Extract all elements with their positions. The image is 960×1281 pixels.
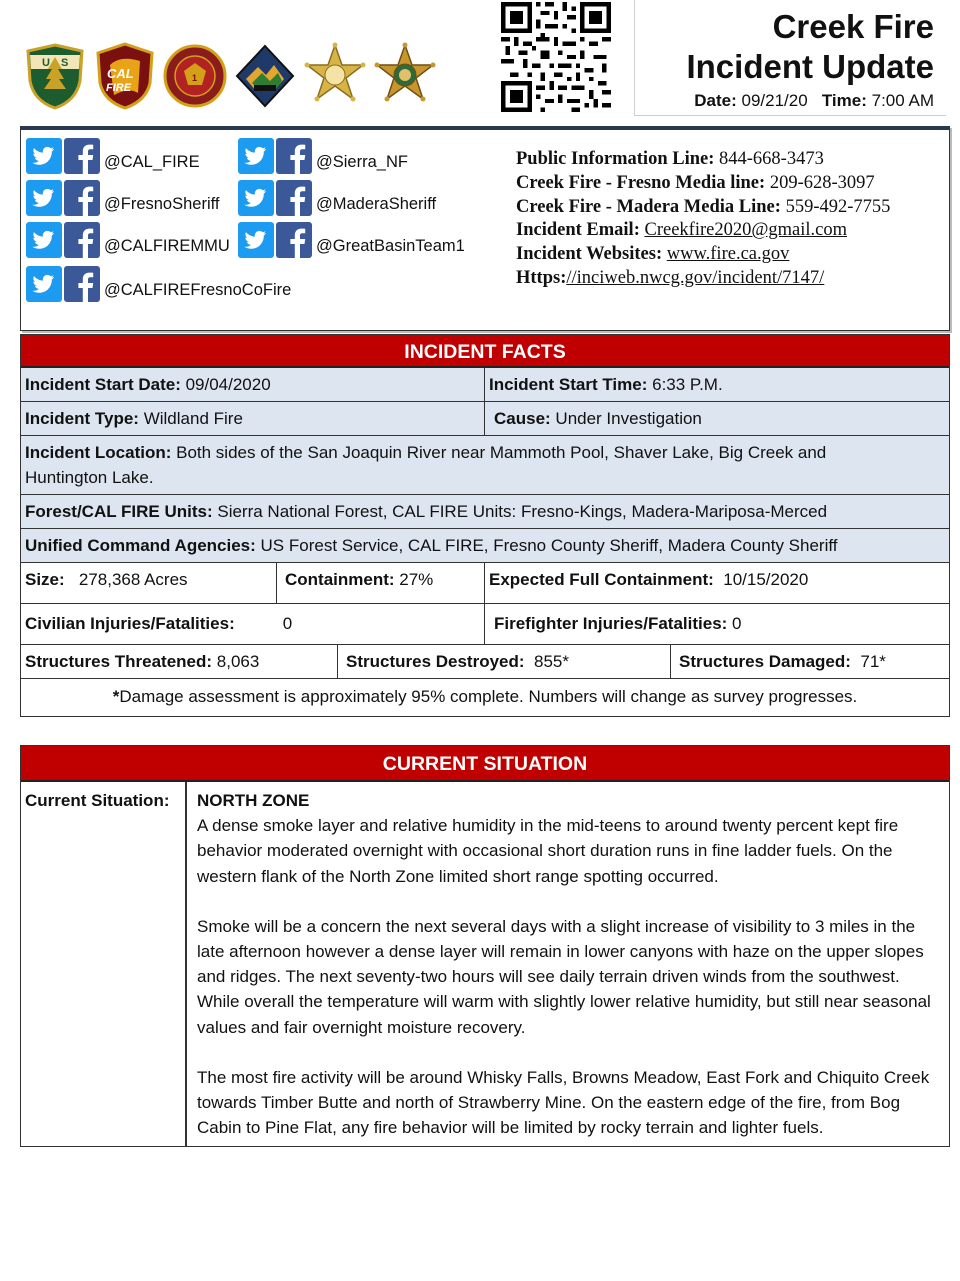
firefighter-injuries-value: 0 [727, 614, 742, 633]
incident-facts-table [20, 334, 950, 717]
table-row [21, 529, 949, 563]
table-row [21, 402, 949, 436]
start-date-label: Incident Start Date: [25, 375, 181, 394]
table-row [21, 679, 949, 716]
situation-paragraph: Smoke will be a concern the next several days with a slight increase of visibility to 3 miles in the late afternoon however a dense layer will remain in lower canyons with haze on the upper slopes and ridges. The next seventy-two hours will see daily terrain driven winds from the southwest. While overall the temperature will warm with slightly lower relative humidity, but still near seasonal values and fair overnight moisture recovery. [197, 916, 931, 1037]
structures-damaged-value: 71* [850, 652, 886, 671]
social-entry[interactable] [26, 138, 200, 174]
table-row [21, 495, 949, 529]
containment-cell [276, 563, 484, 603]
emergency-services-seal [162, 41, 228, 111]
zone-heading: NORTH ZONE [197, 791, 310, 810]
situation-row [21, 782, 949, 1146]
inciweb-link[interactable]: //inciweb.nwcg.gov/incident/7147/ [566, 267, 825, 288]
public-info-line [516, 148, 890, 172]
social-entry[interactable] [26, 266, 291, 302]
cal-fire-logo [92, 41, 158, 111]
situation-paragraph: The most fire activity will be around Whisky Falls, Browns Meadow, East Fork and Chiquito Creek towards Timber Butte and north of Strawberry Mine. On the eastern edge of the fire, from Bog Cabin to Pine Flat, any fire behavior will be limited by rocky terrain and lighter fuels. [197, 1067, 930, 1138]
containment-label: Containment: [285, 570, 395, 589]
agencies-value: US Forest Service, CAL FIRE, Fresno County Sheriff, Madera County Sheriff [255, 536, 838, 555]
damage-note [21, 679, 949, 716]
svg-text:U: U [42, 57, 50, 69]
social-handle[interactable]: @CALFIREFresnoCoFire [104, 281, 292, 299]
structures-damaged-label: Structures Damaged: [679, 652, 851, 671]
contact-box [20, 126, 950, 331]
table-row [21, 563, 949, 604]
incident-facts-heading: INCIDENT FACTS [21, 334, 949, 368]
svg-text:FIRE: FIRE [106, 82, 132, 94]
title-block [634, 0, 946, 116]
great-basin-team-logo [232, 41, 298, 111]
social-entry[interactable] [26, 180, 220, 216]
incident-type-cell [21, 402, 484, 435]
structures-destroyed-cell [337, 645, 670, 678]
incident-email-line [516, 219, 890, 243]
fresno-sheriff-star [302, 41, 368, 111]
inciweb-line [516, 267, 890, 291]
start-time-cell [484, 368, 949, 401]
incident-email-link[interactable]: Creekfire2020@gmail.com [644, 220, 847, 241]
situation-paragraph: A dense smoke layer and relative humidity in the mid-teens to around twenty percent kept fire behavior moderated overnight with occasional short duration runs in fine ladder fuels. On the western flank of the North Zone limited short range spotting occurred. [197, 816, 899, 886]
inciweb-prefix: Https: [516, 267, 567, 288]
date-label: Date: [694, 91, 737, 110]
situation-label: Current Situation: [21, 782, 187, 1146]
facebook-icon[interactable] [276, 138, 312, 174]
damage-note-star: * [112, 687, 120, 706]
cause-cell [484, 402, 949, 435]
incident-website-line [516, 243, 890, 267]
units-cell [21, 495, 949, 528]
start-time-label: Incident Start Time: [489, 375, 648, 394]
expected-containment-label: Expected Full Containment: [489, 570, 714, 589]
social-entry[interactable] [26, 222, 230, 258]
situation-body [187, 782, 949, 1146]
fire-ca-gov-link[interactable]: www.fire.ca.gov [666, 244, 790, 265]
table-row [21, 604, 949, 645]
social-entry[interactable] [238, 138, 408, 174]
twitter-icon[interactable] [26, 138, 62, 174]
size-cell [21, 563, 276, 603]
document-title-line1: Creek Fire [772, 8, 934, 45]
social-entry[interactable] [238, 180, 436, 216]
structures-threatened-value: 8,063 [212, 652, 260, 671]
social-handle[interactable]: @CAL_FIRE [104, 153, 200, 171]
forest-service-logo [22, 41, 88, 111]
twitter-icon[interactable] [238, 138, 274, 174]
social-handle[interactable]: @FresnoSheriff [104, 195, 220, 213]
table-row [21, 645, 949, 679]
contact-info [516, 148, 890, 291]
civilian-injuries-value: 0 [282, 614, 293, 633]
agencies-cell [21, 529, 949, 562]
civilian-injuries-cell [21, 604, 484, 644]
structures-threatened-label: Structures Threatened: [25, 652, 213, 671]
structures-destroyed-value: 855* [524, 652, 569, 671]
qr-code[interactable] [500, 2, 612, 112]
structures-damaged-cell [670, 645, 949, 678]
svg-text:1: 1 [192, 73, 198, 83]
location-cell [21, 436, 949, 494]
agency-logos [22, 40, 438, 112]
fresno-media-line [516, 172, 890, 196]
start-time-value: 6:33 P.M. [647, 375, 723, 394]
time-label: Time: [821, 91, 867, 110]
cause-label: Cause: [494, 409, 551, 428]
current-situation-table [20, 745, 950, 1147]
agencies-label: Unified Command Agencies: [25, 536, 256, 555]
size-label: Size: [25, 570, 65, 589]
facebook-icon[interactable] [276, 180, 312, 216]
firefighter-injuries-cell [484, 604, 949, 644]
fresno-media-label: Creek Fire - Fresno Media line: [516, 172, 766, 193]
social-handle[interactable]: @MaderaSheriff [316, 195, 437, 213]
civilian-injuries-label: Civilian Injuries/Fatalities: [25, 614, 235, 633]
location-label: Incident Location: [25, 443, 172, 462]
facebook-icon[interactable] [276, 222, 312, 258]
twitter-icon[interactable] [26, 266, 62, 302]
twitter-icon[interactable] [238, 180, 274, 216]
start-date-value: 09/04/2020 [180, 375, 271, 394]
madera-sheriff-star [372, 41, 438, 111]
current-situation-heading: CURRENT SITUATION [21, 745, 949, 782]
facebook-icon[interactable] [64, 180, 100, 216]
facebook-icon[interactable] [64, 138, 100, 174]
incident-type-value: Wildland Fire [138, 409, 243, 428]
document-title-line2: Incident Update [686, 48, 934, 85]
twitter-icon[interactable] [26, 180, 62, 216]
social-handle[interactable]: @GreatBasinTeam1 [316, 237, 465, 255]
fresno-media-phone[interactable]: 209-628-3097 [769, 172, 875, 193]
expected-containment-cell [484, 563, 949, 603]
social-handle[interactable]: @Sierra_NF [316, 153, 408, 171]
twitter-icon[interactable] [26, 222, 62, 258]
firefighter-injuries-label: Firefighter Injuries/Fatalities: [494, 614, 728, 633]
date-value: 09/21/20 [741, 91, 808, 110]
facebook-icon[interactable] [64, 222, 100, 258]
damage-note-text: Damage assessment is approximately 95% complete. Numbers will change as survey progresses. [119, 687, 858, 706]
incident-email-label: Incident Email: [516, 220, 640, 241]
madera-media-line [516, 196, 890, 220]
svg-text:S: S [61, 57, 69, 69]
expected-containment-value: 10/15/2020 [713, 570, 809, 589]
units-label: Forest/CAL FIRE Units: [25, 502, 213, 521]
size-value: 278,368 Acres [64, 570, 188, 589]
date-time-line [635, 91, 934, 111]
public-info-phone[interactable]: 844-668-3473 [719, 149, 824, 169]
madera-media-label: Creek Fire - Madera Media Line: [516, 196, 781, 217]
madera-media-phone[interactable]: 559-492-7755 [785, 196, 891, 217]
table-row [21, 368, 949, 402]
facebook-icon[interactable] [64, 266, 100, 302]
table-row [21, 436, 949, 495]
location-value: Both sides of the San Joaquin River near Mammoth Pool, Shaver Lake, Big Creek and Huntington Lake. [25, 443, 827, 487]
structures-destroyed-label: Structures Destroyed: [346, 652, 525, 671]
time-value: 7:00 AM [871, 91, 934, 110]
containment-value: 27% [394, 570, 434, 589]
units-value: Sierra National Forest, CAL FIRE Units: Fresno-Kings, Madera-Mariposa-Merced [212, 502, 828, 521]
twitter-icon[interactable] [238, 222, 274, 258]
structures-threatened-cell [21, 645, 337, 678]
cause-value: Under Investigation [550, 409, 702, 428]
start-date-cell [21, 368, 484, 401]
social-handle[interactable]: @CALFIREMMU [104, 237, 230, 255]
incident-website-label: Incident Websites: [516, 244, 663, 265]
incident-type-label: Incident Type: [25, 409, 139, 428]
public-info-label: Public Information Line: [516, 149, 715, 169]
social-entry[interactable] [238, 222, 465, 258]
svg-text:CAL: CAL [107, 66, 134, 81]
